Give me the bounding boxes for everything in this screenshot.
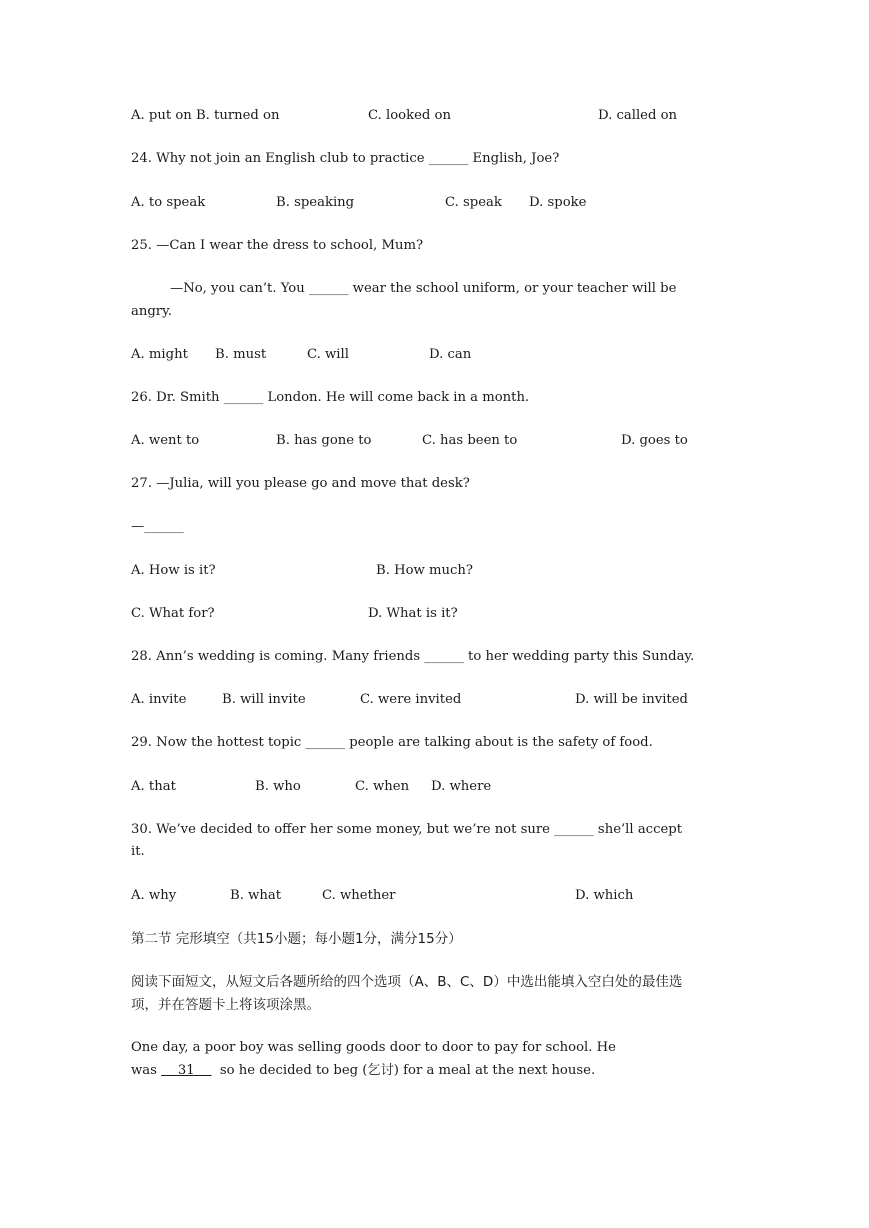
q25-option-c: C. will <box>307 347 349 362</box>
q25-option-b: B. must <box>215 347 267 362</box>
q28-option-c: C. were invited <box>360 692 462 707</box>
q26-stem: 26. Dr. Smith ______ London. He will come back in a month. <box>131 390 530 405</box>
q24-stem: 24. Why not join an English club to practice ______ English, Joe? <box>131 151 560 166</box>
q27-option-c: C. What for? <box>131 606 215 621</box>
q23-option-c: C. looked on <box>368 108 451 123</box>
q28-option-a: A. invite <box>131 692 187 707</box>
q25-reply-line1: —No, you can’t. You ______ wear the school uniform, or your teacher will be <box>170 281 677 296</box>
q25-option-a: A. might <box>131 347 188 362</box>
q30-option-b: B. what <box>230 888 282 903</box>
q24-option-c: C. speak <box>445 195 502 210</box>
q25-reply-line2: angry. <box>131 304 172 319</box>
q30-stem-line2: it. <box>131 844 145 859</box>
q26-option-b: B. has gone to <box>276 433 372 448</box>
passage-line2 <box>131 1062 595 1080</box>
q24-option-d: D. spoke <box>529 195 587 210</box>
q26-option-c: C. has been to <box>422 433 518 448</box>
q29-stem: 29. Now the hottest topic ______ people are talking about is the safety of food. <box>131 735 653 750</box>
section2-title: 第二节 完形填空（共15小题；每小题1分，满分15分） <box>131 931 462 947</box>
q27-reply: —______ <box>131 519 184 534</box>
q29-option-c: C. when <box>355 779 410 794</box>
q27-option-d: D. What is it? <box>368 606 458 621</box>
q26-option-d: D. goes to <box>621 433 688 448</box>
q23-option-ab: A. put on B. turned on <box>131 108 280 123</box>
q29-option-b: B. who <box>255 779 301 794</box>
q27-option-b: B. How much? <box>376 563 473 578</box>
q24-option-a: A. to speak <box>131 195 206 210</box>
q23-option-d: D. called on <box>598 108 678 123</box>
q29-option-a: A. that <box>131 779 176 794</box>
q28-option-b: B. will invite <box>222 692 306 707</box>
q28-option-d: D. will be invited <box>575 692 688 707</box>
passage-blank-31: 31 <box>161 1063 212 1078</box>
q27-stem: 27. —Julia, will you please go and move that desk? <box>131 476 470 491</box>
q29-option-d: D. where <box>431 779 492 794</box>
passage-line2-start: was <box>131 1063 162 1078</box>
q30-option-c: C. whether <box>322 888 396 903</box>
q27-option-a: A. How is it? <box>131 563 216 578</box>
q26-option-a: A. went to <box>131 433 200 448</box>
q30-option-d: D. which <box>575 888 634 903</box>
q25-stem: 25. —Can I wear the dress to school, Mum? <box>131 238 424 253</box>
passage-line1: One day, a poor boy was selling goods door to door to pay for school. He <box>131 1040 616 1055</box>
q24-option-b: B. speaking <box>276 195 355 210</box>
section2-instructions-line1: 阅读下面短文，从短文后各题所给的四个选项（A、B、C、D）中选出能填入空白处的最佳选 <box>131 974 683 990</box>
q30-stem-line1: 30. We’ve decided to offer her some money, but we’re not sure ______ she’ll accept <box>131 822 682 837</box>
q30-option-a: A. why <box>131 888 177 903</box>
passage-line2-end: so he decided to beg (乞讨) for a meal at the next house. <box>211 1063 596 1078</box>
q25-option-d: D. can <box>429 347 472 362</box>
section2-instructions-line2: 项，并在答题卡上将该项涂黑。 <box>131 997 320 1013</box>
q28-stem: 28. Ann’s wedding is coming. Many friends ______ to her wedding party this Sunday. <box>131 649 695 664</box>
